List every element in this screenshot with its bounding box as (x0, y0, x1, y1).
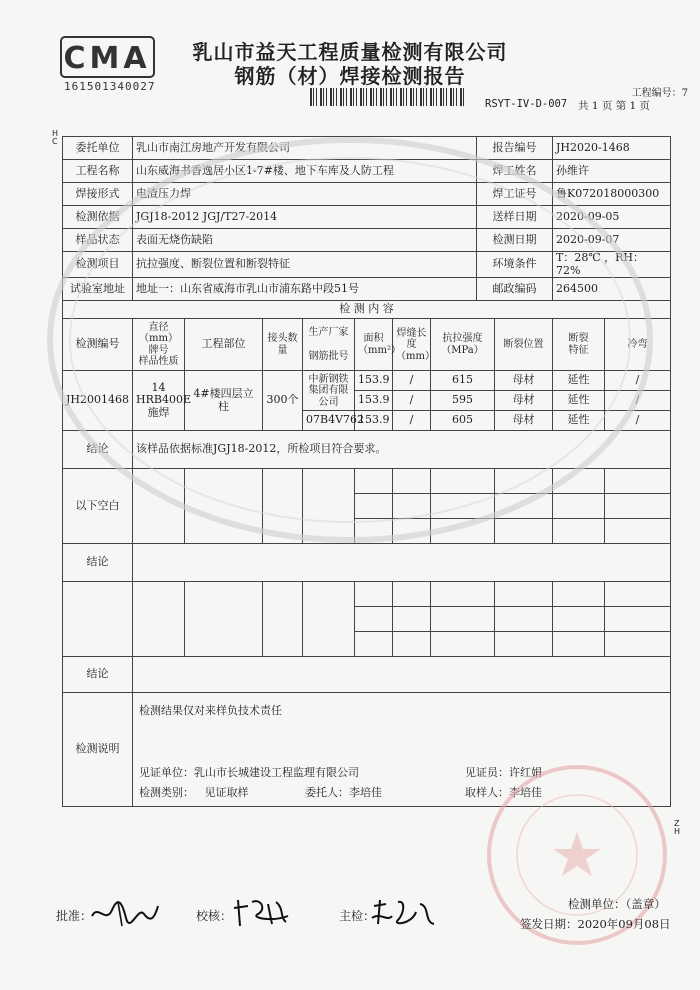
lab-addr-value: 地址一：山东省威海市乳山市浦东路中段51号 (133, 278, 477, 301)
header-location: 工程部位 (185, 319, 263, 371)
witness-unit: 见证单位：乳山市长城建设工程监理有限公司 (139, 766, 359, 780)
row-sample-state (63, 229, 671, 252)
notes-line1: 检测结果仅对来样负技术责任 (139, 704, 282, 718)
inspector-label: 主检： (339, 909, 376, 923)
entrusted-person: 委托人：李培佳 (305, 786, 382, 800)
conclusion-label-3: 结论 (63, 657, 133, 693)
barcode-bar (333, 88, 334, 106)
header-strength-label: 抗拉强度 (442, 333, 483, 345)
joint-count: 300个 (263, 371, 303, 431)
row-conclusion-blank (63, 544, 671, 582)
report-no-value: JH2020-1468 (553, 137, 671, 160)
header-break-type (553, 319, 605, 371)
cert-number: 161501340027 (64, 80, 156, 93)
sample-grade: HRB400E (136, 393, 191, 407)
barcode-bar (393, 88, 394, 106)
break-position-value: 母材 (495, 371, 553, 391)
doc-code: RSYT-IV-D-007 (485, 98, 568, 110)
conclusion-label: 结论 (63, 431, 133, 469)
barcode-bar (336, 88, 337, 106)
postcode-label: 邮政编码 (477, 278, 553, 301)
seal-note: 检测单位：（盖章） (568, 897, 666, 911)
sampler-person: 取样人：李培佳 (465, 786, 542, 800)
reviewer-signature (232, 896, 292, 928)
barcode-bar (363, 88, 364, 106)
section-title: 检 测 内 容 (63, 301, 671, 319)
header-batch: 钢筋批号 (308, 350, 349, 362)
header-break-position: 断裂位置 (495, 319, 553, 371)
barcode-bar (430, 88, 432, 106)
basis-label: 检测依据 (63, 206, 133, 229)
barcode-bar (310, 88, 312, 106)
blank-row (63, 469, 671, 494)
area-value: 153.9 (355, 371, 393, 391)
break-position-value: 母材 (495, 391, 553, 411)
barcode-bar (433, 88, 434, 106)
test-id: JH2001468 (63, 371, 133, 431)
barcode-bar (416, 88, 417, 106)
approver-label: 批准： (56, 909, 93, 923)
barcode-bar (420, 88, 422, 106)
barcode-bar (440, 88, 442, 106)
barcode-bar (316, 88, 317, 106)
barcode-bar (426, 88, 427, 106)
header-seam-label: 焊缝长度 (396, 327, 427, 351)
notes-label: 检测说明 (63, 693, 133, 807)
barcode-bar (456, 88, 457, 106)
header-area-unit: （mm²） (358, 344, 401, 356)
seam-value: / (393, 371, 431, 391)
company-title: 乳山市益天工程质量检测有限公司 (192, 40, 508, 64)
welder-value: 孙维许 (553, 160, 671, 183)
area-value: 153.9 (355, 411, 393, 431)
sent-date-label: 送样日期 (477, 206, 553, 229)
barcode-bar (373, 88, 374, 106)
barcode-bar (413, 88, 414, 106)
report-no-label: 报告编号 (477, 137, 553, 160)
conclusion-text: 该样品依据标准JGJ18-2012，所检项目符合要求。 (133, 431, 671, 469)
page-info: 共 1 页 第 1 页 (578, 100, 651, 112)
barcode-bar (353, 88, 354, 106)
barcode-bar (326, 88, 327, 106)
client-label: 委托单位 (63, 137, 133, 160)
row-conclusion-blank (63, 657, 671, 693)
strength-value: 615 (431, 371, 495, 391)
project-value: 山东威海书香逸居小区1-7#楼、地下车库及人防工程 (133, 160, 477, 183)
barcode-bar (386, 88, 387, 106)
header-grade: 牌号 (148, 344, 169, 356)
bend-value: / (605, 371, 671, 391)
barcode-bar (390, 88, 392, 106)
sample-location: 4#楼四层立柱 (185, 371, 263, 431)
project-number: 工程编号：7 (631, 88, 688, 99)
barcode-bar (436, 88, 437, 106)
barcode-bar (340, 88, 342, 106)
items-value: 抗拉强度、断裂位置和断裂特征 (133, 252, 477, 278)
header-break-type-1: 断裂 (568, 333, 589, 345)
sample-quality: 施焊 (147, 406, 170, 420)
barcode-bar (346, 88, 347, 106)
strength-value: 595 (431, 391, 495, 411)
barcode-bar (356, 88, 357, 106)
cma-logo-text: CMA (63, 41, 151, 76)
barcode-bar (463, 88, 464, 106)
barcode-bar (330, 88, 332, 106)
header-area (355, 319, 401, 371)
env-label: 环境条件 (477, 252, 553, 278)
break-type-value: 延性 (553, 411, 605, 431)
header-joints: 接头数量 (263, 319, 303, 371)
barcode-bar (350, 88, 352, 106)
row-results-header (63, 319, 671, 371)
zh-margin-mark: Z H (674, 819, 681, 836)
header-maker-batch (303, 319, 355, 371)
welder-cert-label: 焊工证号 (477, 183, 553, 206)
weld-type-value: 电渣压力焊 (133, 183, 477, 206)
barcode-bar (320, 88, 322, 106)
hc-margin-mark: H C (52, 129, 59, 146)
barcode-bar (343, 88, 344, 106)
barcode-bar (323, 88, 324, 106)
header-test-id: 检测编号 (63, 319, 133, 371)
sample-dia: 14 (151, 380, 166, 394)
batch-value: 07B4V762 (303, 411, 355, 431)
sample-state-value: 表面无烧伤缺陷 (133, 229, 477, 252)
barcode-bar (453, 88, 454, 106)
sample-state-label: 样品状态 (63, 229, 133, 252)
report-table (62, 136, 671, 807)
barcode-bar (400, 88, 402, 106)
barcode-bar (376, 88, 377, 106)
barcode-bar (313, 88, 314, 106)
barcode-bar (450, 88, 452, 106)
area-value: 153.9 (355, 391, 393, 411)
witness-person: 见证员：许红娟 (465, 766, 542, 780)
header-break-type-2: 特征 (568, 344, 589, 356)
barcode (308, 88, 468, 106)
barcode-bar (370, 88, 372, 106)
env-value: T：28℃ ，RH：72% (553, 252, 671, 278)
header-dia-grade (133, 319, 185, 371)
issue-date: 签发日期：2020年09月08日 (520, 917, 671, 931)
row-project (63, 160, 671, 183)
row-weld-type (63, 183, 671, 206)
barcode-bar (443, 88, 444, 106)
row-client (63, 137, 671, 160)
barcode-bar (403, 88, 404, 106)
barcode-bar (460, 88, 462, 106)
header-area-label: 面积 (363, 333, 384, 345)
row-lab-address (63, 278, 671, 301)
welder-label: 焊工姓名 (477, 160, 553, 183)
barcode-bar (383, 88, 384, 106)
sent-date-value: 2020-09-05 (553, 206, 671, 229)
bend-value: / (605, 411, 671, 431)
row-section-title (63, 301, 671, 319)
maker-value: 中新钢铁集团有限公司 (303, 371, 355, 411)
result-row (63, 371, 671, 391)
blank-row (63, 582, 671, 607)
blank-label: 以下空白 (63, 469, 133, 544)
barcode-bar (406, 88, 407, 106)
bend-value: / (605, 391, 671, 411)
row-notes (63, 693, 671, 807)
header-strength (431, 319, 495, 371)
sample-spec (133, 371, 191, 431)
items-label: 检测项目 (63, 252, 133, 278)
barcode-bar (446, 88, 447, 106)
header-maker: 生产厂家 (308, 327, 349, 339)
barcode-bar (396, 88, 397, 106)
barcode-bar (366, 88, 367, 106)
postcode-value: 264500 (553, 278, 671, 301)
client-value: 乳山市南江房地产开发有限公司 (133, 137, 477, 160)
basis-value: JGJ18-2012 JGJ/T27-2014 (133, 206, 477, 229)
welder-cert-value: 鲁K072018000300 (553, 183, 671, 206)
approver-signature (88, 896, 160, 928)
header-dia: 直径（mm） (139, 321, 178, 345)
break-type-value: 延性 (553, 371, 605, 391)
barcode-bar (360, 88, 362, 106)
report-title: 钢筋（材）焊接检测报告 (234, 64, 466, 88)
seam-value: / (393, 391, 431, 411)
header-quality: 样品性质 (138, 356, 179, 368)
row-items (63, 252, 671, 278)
inspector-signature (370, 896, 436, 928)
test-date-value: 2020-09-07 (553, 229, 671, 252)
barcode-bar (380, 88, 382, 106)
break-type-value: 延性 (553, 391, 605, 411)
break-position-value: 母材 (495, 411, 553, 431)
header-bend: 冷弯 (605, 319, 671, 371)
reviewer-label: 校核： (196, 909, 233, 923)
seam-value: / (393, 411, 431, 431)
conclusion-label-2: 结论 (63, 544, 133, 582)
barcode-bar (423, 88, 424, 106)
row-conclusion (63, 431, 671, 469)
row-basis (63, 206, 671, 229)
test-date-label: 检测日期 (477, 229, 553, 252)
header-strength-unit: （MPa） (441, 344, 484, 356)
project-label: 工程名称 (63, 160, 133, 183)
barcode-bar (410, 88, 412, 106)
header-seam-unit: （mm） (396, 350, 435, 362)
strength-value: 605 (431, 411, 495, 431)
test-type: 检测类别： 见证取样 (139, 786, 249, 800)
notes-cell (133, 693, 671, 807)
lab-addr-label: 试验室地址 (63, 278, 133, 301)
weld-type-label: 焊接形式 (63, 183, 133, 206)
